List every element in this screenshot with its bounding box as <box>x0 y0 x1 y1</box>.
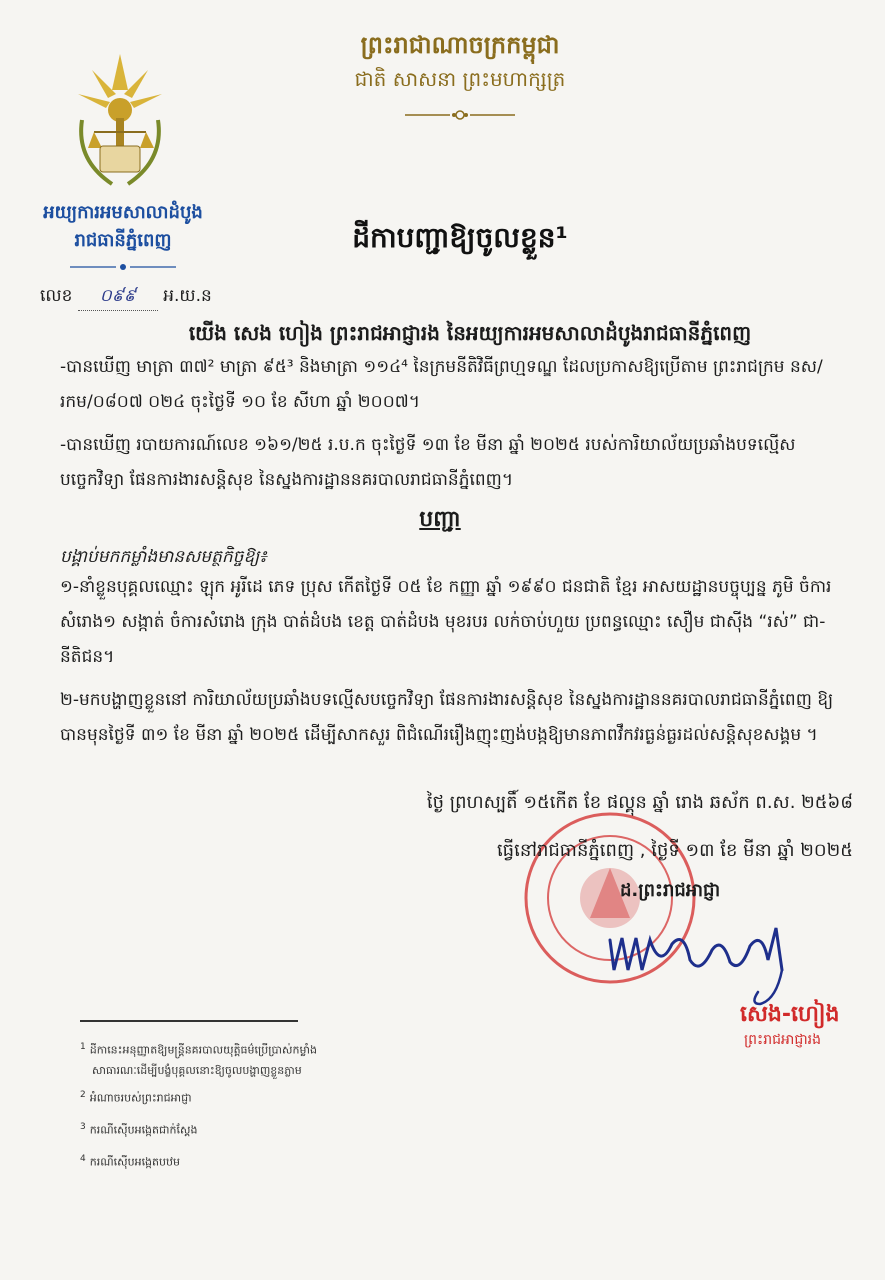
ornament-divider <box>400 108 520 122</box>
signer-name: សេង-ហៀង <box>740 1002 840 1027</box>
paragraph-order-1: ១-នាំខ្លួនបុគ្គលឈ្មោះ ឡុក អូរីដេ ភេទ ប្រុស កើតថ្ងៃទី ០៥ ខែ កញ្ញា ឆ្នាំ ១៩៩០ ជនជាតិ ខ្មែរ អាសយដ្ឋានបច្ចុប្បន្ន ភូមិ ចំការសំរោង១ សង្កាត់ ចំការសំរោង ក្រុង បាត់ដំបង ខេត្ត បាត់ដំបង មុខរបរ លក់ចាប់ហួយ ប្រពន្ធឈ្មោះ សឿម ជាស៊ីង “រស់” ជា-នីតិជន។ <box>60 577 832 667</box>
reference-number <box>40 285 212 311</box>
national-motto: ជាតិ សាសនា ព្រះមហាក្សត្រ <box>354 67 566 91</box>
ref-suffix: អ.យ.ន <box>163 286 212 306</box>
paragraph-legal-basis: -បានឃើញ មាត្រា ៣៧² មាត្រា ៩៥³ និងមាត្រា ១១៤⁴ នៃក្រមនីតិវិធីព្រហ្មទណ្ឌ ដែលប្រកាសឱ្យប្រើតាម ព្រះរាជក្រម នស/រកម/០៨០៧ ០២៤ ចុះថ្ងៃទី ១០ ខែ សីហា ឆ្នាំ ២០០៧។ <box>60 357 823 412</box>
agency-name-line2: រាជធានីភ្នំពេញ <box>74 230 172 251</box>
ref-number: ០៩៩ <box>78 285 158 311</box>
order-heading: បញ្ជា <box>419 507 461 532</box>
place-and-date: ធ្វើនៅរាជធានីភ្នំពេញ , ថ្ងៃទី ១៣ ខែ មីនា ឆ្នាំ ២០២៥ <box>496 840 853 861</box>
kingdom-title: ព្រះរាជាណាចក្រកម្ពុជា <box>360 31 560 59</box>
signer-title: ព្រះរាជអាជ្ញារង <box>744 1032 821 1048</box>
document-title: ដីកាបញ្ជាឱ្យចូលខ្លួន¹ <box>352 221 568 254</box>
paragraph-report-basis: -បានឃើញ របាយការណ៍លេខ ១៦១/២៥ រ.ប.ក ចុះថ្ងៃទី ១៣ ខែ មីនា ឆ្នាំ ២០២៥ របស់ការិយាល័យប្រឆាំងបទល្មើសបច្ចេកវិទ្យា ផែនការងារសន្តិសុខ នៃស្នងការដ្ឋាននគរបាលរាជធានីភ្នំពេញ។ <box>60 435 796 490</box>
footnote-4 <box>80 1154 180 1172</box>
order-of-prosecutor: ដ.ព្រះរាជអាជ្ញា <box>620 880 721 901</box>
agency-name-line1: អយ្យការអមសាលាដំបូង <box>43 202 203 223</box>
footnote-3-text: ករណីស៊ើបអង្កេតជាក់ស្តែង <box>89 1123 198 1137</box>
footnote-1-cont: សាធារណៈដើម្បីបង្ខំបុគ្គលនោះឱ្យចូលបង្ហាញខ្លួនភ្លាម <box>92 1064 302 1077</box>
lunar-date: ថ្ងៃ ព្រហស្បតិ៍ ១៥កើត ខែ ផល្គុន ឆ្នាំ រោង ឆស័ក ព.ស. ២៥៦៨ <box>426 792 853 813</box>
prosecution-emblem-icon <box>72 50 168 192</box>
footnote-mark-2: 2 <box>80 1090 86 1100</box>
footnote-mark-1: 1 <box>80 1042 86 1052</box>
footnote-3 <box>80 1122 197 1140</box>
issuer-line: យើង សេង ហៀង ព្រះរាជអាជ្ញារង នៃអយ្យការអមសាលាដំបូងរាជធានីភ្នំពេញ <box>188 321 752 345</box>
handwritten-signature <box>600 900 830 1010</box>
agency-ornament <box>68 262 178 272</box>
footnote-1 <box>80 1042 317 1060</box>
paragraph-order-2: ២-មកបង្ហាញខ្លួននៅ ការិយាល័យប្រឆាំងបទល្មើសបច្ចេកវិទ្យា ផែនការងារសន្តិសុខ នៃស្នងការដ្ឋាននគរបាលរាជធានីភ្នំពេញ ឱ្យបានមុនថ្ងៃទី ៣១ ខែ មីនា ឆ្នាំ ២០២៥ ដើម្បីសាកសួរ ពិជំណើររឿងញុះញង់បង្កឱ្យមានភាពវឹកវរធ្ងន់ធ្ងរដល់សន្តិសុខសង្គម ។ <box>60 690 834 745</box>
footnote-divider <box>80 1020 298 1022</box>
ref-label: លេខ <box>40 286 73 306</box>
footnote-2-text: អំណាចរបស់ព្រះរាជអាជ្ញា <box>89 1091 192 1105</box>
footnote-mark-4: 4 <box>80 1154 86 1164</box>
paragraph-instruction: បង្គាប់មកកម្លាំងមានសមត្ថកិច្ចឱ្យ៖ <box>60 547 267 567</box>
footnote-1-text: ដីកានេះអនុញ្ញាតឱ្យមន្ត្រីនគរបាលយុត្តិធម៌ប្រើប្រាស់កម្លាំង <box>89 1043 317 1057</box>
footnote-4-text: ករណីស៊ើបអង្កេតបឋម <box>89 1155 180 1169</box>
footnote-mark-3: 3 <box>80 1122 86 1132</box>
footnote-2 <box>80 1090 192 1108</box>
